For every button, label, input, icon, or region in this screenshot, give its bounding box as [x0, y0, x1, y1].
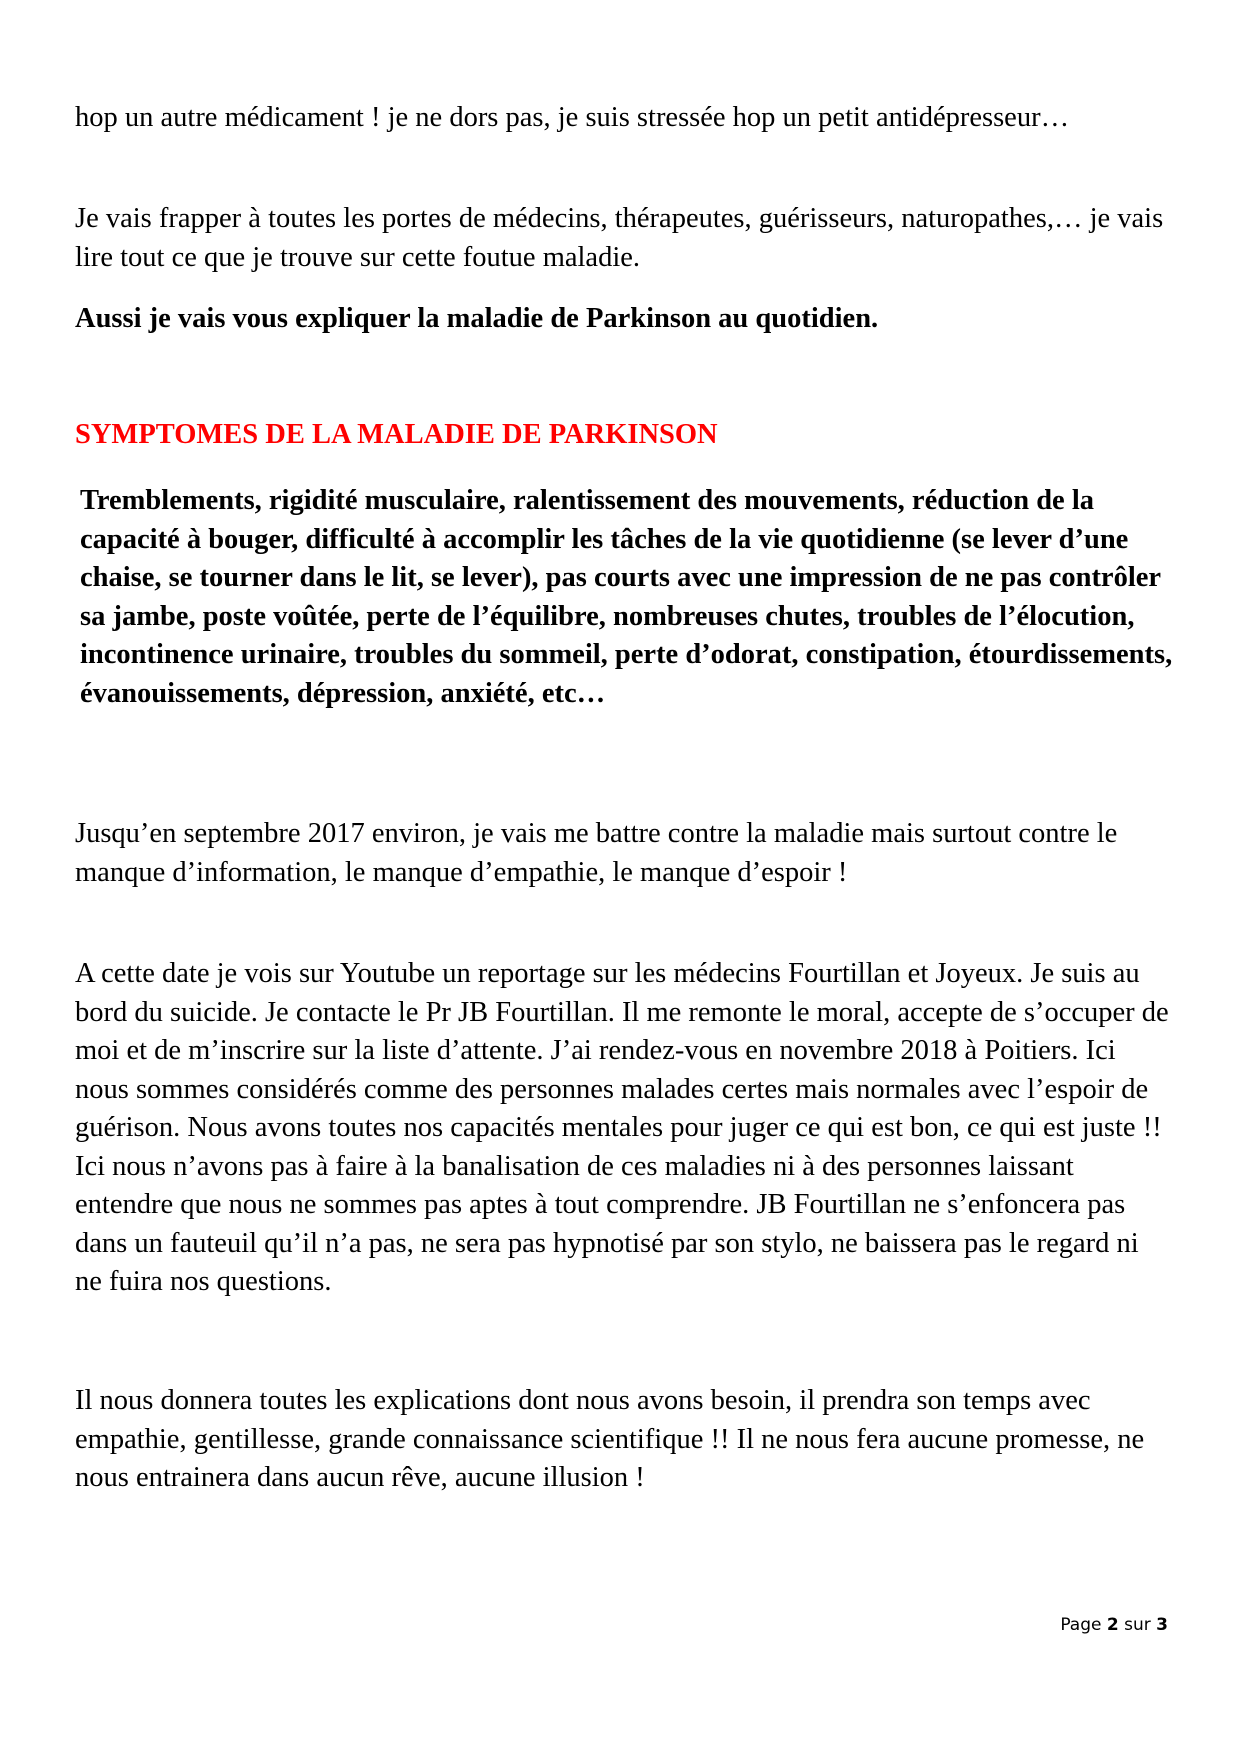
symptoms-list: Tremblements, rigidité musculaire, ralentissement des mouvements, réduction de la capacité à bouger, difficulté à accomplir les tâches de la vie quotidienne (se lever d’une chaise, se tourner dans le lit, se lever), pas courts avec une impression de ne pas contrôler sa jambe, poste voûtée, perte de l’équilibre, nombreuses chutes, troubles de l’élocution, incontinence urinaire, troubles du sommeil, perte d’odorat, constipation, étourdissements, évanouissements, dépression, anxiété, etc… — [80, 485, 1173, 709]
total-page-count: 3 — [1156, 1615, 1168, 1635]
bold-statement: Aussi je vais vous expliquer la maladie de Parkinson au quotidien. — [75, 303, 879, 334]
paragraph-medication: hop un autre médicament ! je ne dors pas, je suis stressée hop un petit antidépresseur… — [75, 102, 1070, 133]
current-page-number: 2 — [1106, 1615, 1119, 1635]
paragraph-september-2017: Jusqu’en septembre 2017 environ, je vais me battre contre la maladie mais surtout contre le manque d’information, le manque d’empathie, le manque d’espoir ! — [75, 818, 1118, 888]
section-heading: SYMPTOMES DE LA MALADIE DE PARKINSON — [75, 419, 718, 450]
page-label: Page — [1060, 1615, 1102, 1635]
paragraph-fourtillan: A cette date je vois sur Youtube un reportage sur les médecins Fourtillan et Joyeux. Je suis au bord du suicide. Je contacte le Pr JB Fourtillan. Il me remonte le moral, accepte de s’occuper de moi et de m’inscrire sur la liste d’attente. J’ai rendez-vous en novembre 2018 à Poitiers. Ici nous sommes considérés comme des personnes malades certes mais normales avec l’espoir de guérison. Nous avons toutes nos capacités mentales pour juger ce qui est bon, ce qui est juste !! Ici nous n’avons pas à faire à la banalisation de ces maladies ni à des personnes laissant entendre que nous ne sommes pas aptes à tout comprendre. JB Fourtillan ne s’enfoncera pas dans un fauteuil qu’il n’a pas, ne sera pas hypnotisé par son stylo, ne baissera pas le regard ni ne fuira nos questions. — [75, 958, 1169, 1297]
paragraph-explanations: Il nous donnera toutes les explications dont nous avons besoin, il prendra son temps avec empathie, gentillesse, grande connaissance scientifique !! Il ne nous fera aucune promesse, ne nous entrainera dans aucun rêve, aucune illusion ! — [75, 1385, 1145, 1493]
paragraph-doctors: Je vais frapper à toutes les portes de médecins, thérapeutes, guérisseurs, naturopathes,… je vais lire tout ce que je trouve sur cette foutue maladie. — [75, 203, 1164, 273]
page-of-label: sur — [1124, 1615, 1151, 1635]
page-number — [1060, 1614, 1168, 1636]
